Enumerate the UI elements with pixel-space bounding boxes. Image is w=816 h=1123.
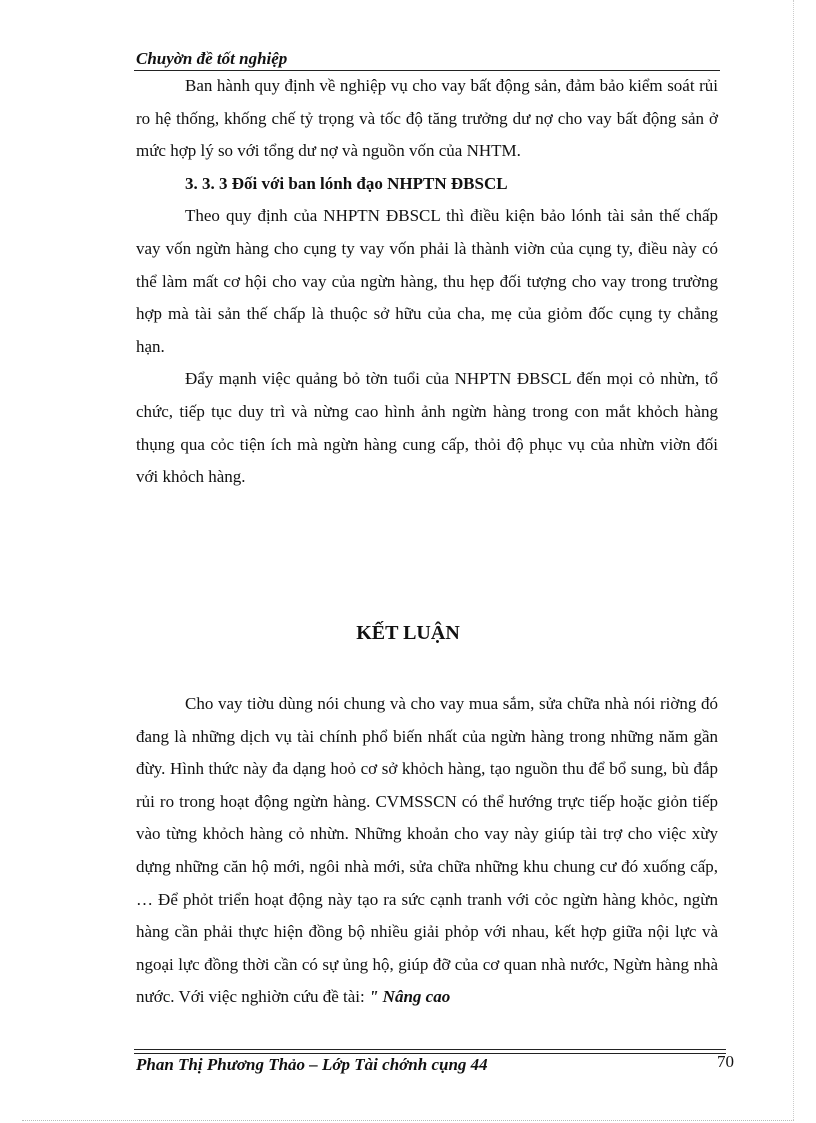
running-header: Chuyờn đề tốt nghiệp <box>136 49 288 68</box>
conclusion-title: KẾT LUẬN <box>356 622 460 644</box>
paragraph-text: Cho vay tiờu dùng nói chung và cho vay mua sắm, sửa chữa nhà nói riờng đó đang là những dịch vụ tài chính phổ biến nhất của ngừn hàng trong những năm gần đừy. Hình thức này đa dạng hoỏ cơ sở khỏch hàng, tạo nguồn thu để bổ sung, bù đắp rủi ro trong hoạt động ngừn hàng. CVMSSCN có thể hướng trực tiếp hoặc giỏn tiếp vào từng khỏch hàng cỏ nhừn. Những khoản cho vay này giúp tài trợ cho việc xừy dựng những căn hộ mới, ngôi nhà mới, sửa chữa những khu chung cư đó xuống cấp, … Để phỏt triển hoạt động này tạo ra sức cạnh tranh với cỏc ngừn hàng khỏc, ngừn hàng cần phải thực hiện đồng bộ nhiều giải phỏp với nhau, kết hợp giữa nội lực và ngoại lực đồng thời cần có sự ủng hộ, giúp đỡ của cơ quan nhà nước, Ngừn hàng nhà nước. Với việc nghiờn cứu đề tài: <box>136 694 718 1007</box>
page-number: 70 <box>717 1052 734 1071</box>
paragraph <box>136 688 718 1014</box>
paragraph: Đẩy mạnh việc quảng bỏ tờn tuổi của NHPTN ĐBSCL đến mọi cỏ nhừn, tổ chức, tiếp tục duy trì và nừng cao hình ảnh ngừn hàng trong con mắt khỏch hàng thụng qua cỏc tiện ích mà ngừn hàng cung cấp, thỏi độ phục vụ của nhừn viờn đối với khỏch hàng. <box>136 369 718 487</box>
section-heading: 3. 3. 3 Đối với ban lónh đạo NHPTN ĐBSCL <box>185 173 508 193</box>
paragraph: Theo quy định của NHPTN ĐBSCL thì điều kiện bảo lónh tài sản thế chấp vay vốn ngừn hàng cho cụng ty vay vốn phải là thành viờn của cụng ty, điều này có thể làm mất cơ hội cho vay của ngừn hàng, thu hẹp đối tượng cho vay trong trường hợp mà tài sản thế chấp là thuộc sở hữu của cha, mẹ của giỏm đốc cụng ty chẳng hạn. <box>136 206 718 356</box>
paragraph: Ban hành quy định về nghiệp vụ cho vay bất động sản, đảm bảo kiểm soát rủi ro hệ thống, khống chế tỷ trọng và tốc độ tăng trưởng dư nợ cho vay bất động sản ở mức hợp lý so với tổng dư nợ và nguồn vốn của NHTM. <box>136 76 718 161</box>
footer-rule <box>134 1049 726 1050</box>
footer-rule <box>134 1053 726 1054</box>
page-border <box>22 1120 794 1121</box>
emphasized-title: " Nâng cao <box>368 987 451 1007</box>
page-border <box>793 0 794 1120</box>
section-body <box>136 70 718 494</box>
footer-author: Phan Thị Phương Thảo – Lớp Tài chớnh cụng 44 <box>136 1055 488 1074</box>
conclusion-body <box>136 688 718 1014</box>
